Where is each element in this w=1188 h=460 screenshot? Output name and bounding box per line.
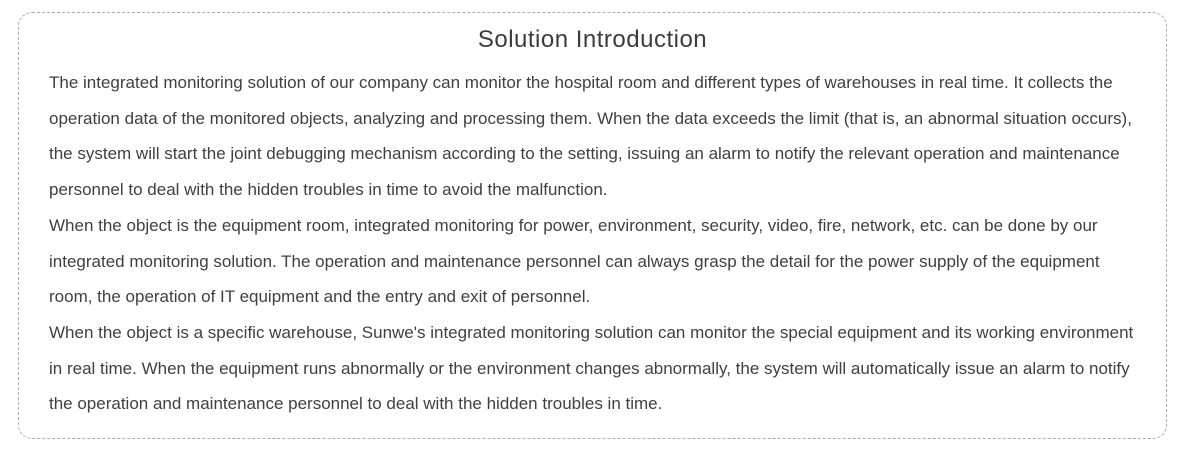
paragraph-specific-warehouse: When the object is a specific warehouse, Sunwe's integrated monitoring solution can monitor the special equipment and its working environment in real time. When the equipment runs abnormally or the environment changes abnormally, the system will automatically issue an alarm to notify the operation and maintenance personnel to deal with the hidden troubles in time.	[49, 322, 1134, 414]
paragraph-overview: The integrated monitoring solution of our company can monitor the hospital room and different types of warehouses in real time. It collects the operation data of the monitored objects, analyzing and processing them. When the data exceeds the limit (that is, an abnormal situation occurs), the system will start the joint debugging mechanism according to the setting, issuing an alarm to notify the relevant operation and maintenance personnel to deal with the hidden troubles in time to avoid the malfunction.	[49, 73, 1132, 200]
page-title: Solution Introduction	[477, 26, 708, 53]
panel-body	[49, 65, 1136, 422]
paragraph-equipment-room: When the object is the equipment room, integrated monitoring for power, environment, security, video, fire, network, etc. can be done by our integrated monitoring solution. The operation and maintenance personnel can always grasp the detail for the power supply of the equipment room, the operation of IT equipment and the entry and exit of personnel.	[49, 215, 1100, 307]
solution-introduction-panel	[18, 12, 1167, 439]
